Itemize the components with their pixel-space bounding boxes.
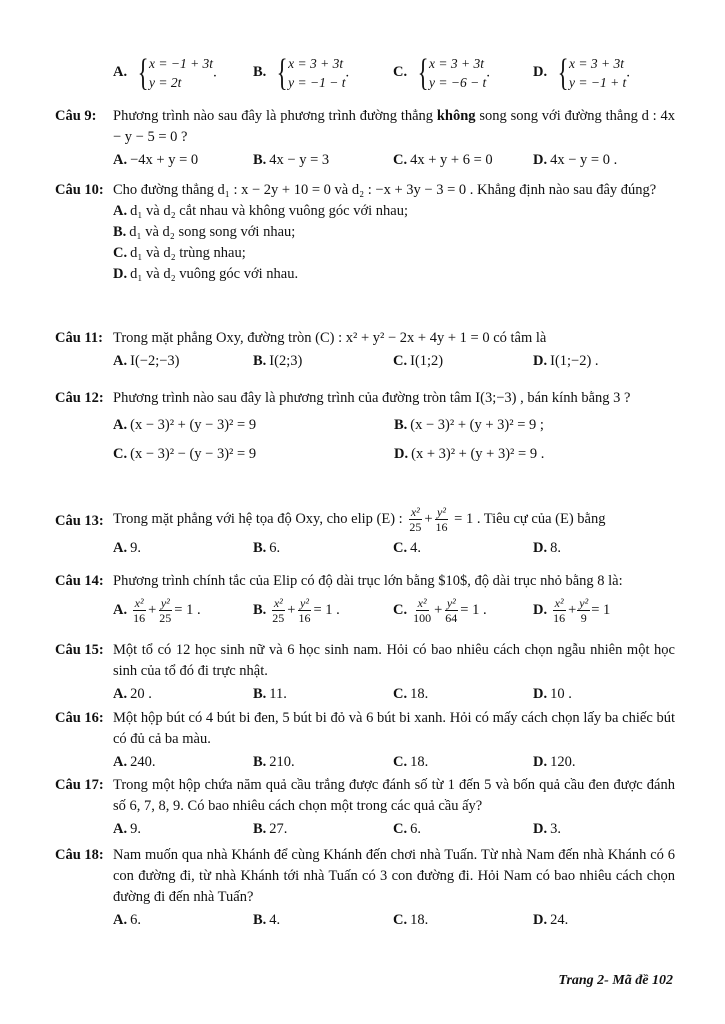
question-text: Một tổ có 12 học sinh nữ và 6 học sinh nam. Hỏi có bao nhiêu cách chọn ngẫu nhiên một học sinh của tổ đó đi trực nhật. xyxy=(113,642,675,680)
question-text: Trong mặt phẳng Oxy, đường tròn (C) : x² + y² − 2x + 4y + 1 = 0 có tâm là xyxy=(113,330,547,346)
option-c: C. { x = 3 + 3t y = −6 − t . xyxy=(393,52,490,94)
question-11 xyxy=(55,328,675,372)
question-text: Nam muốn qua nhà Khánh để cùng Khánh đến chơi nhà Tuấn. Từ nhà Nam đến nhà Khánh có 6 con đường đi, từ nhà Khánh tới nhà Tuấn có 3 con đường đi. Hỏi Nam có bao nhiêu cách chọn đường đi đến nhà Tuấn? xyxy=(113,847,675,906)
option-c: C. (x − 3)² − (y − 3)² = 9 xyxy=(113,446,257,463)
question-label: Câu 16: xyxy=(55,710,104,726)
question-label: Câu 13: xyxy=(55,513,104,529)
option-a: A. d₁ và d₂ cắt nhau và không vuông góc với nhau; xyxy=(113,203,409,220)
option-b: B. 4. xyxy=(253,912,281,929)
question-15 xyxy=(55,640,675,705)
option-d: D. (x + 3)² + (y + 3)² = 9 . xyxy=(394,446,545,463)
question-18 xyxy=(55,845,675,931)
question-12 xyxy=(55,388,675,465)
question-text: Cho đường thẳng d₁ : x − 2y + 10 = 0 và d₂ : −x + 3y − 3 = 0 . Khẳng định nào sau đây đúng? xyxy=(113,182,657,198)
question-label: Câu 12: xyxy=(55,390,104,406)
question-9 xyxy=(55,106,675,171)
question-17 xyxy=(55,775,675,840)
question-label: Câu 14: xyxy=(55,573,104,589)
option-c: C. 6. xyxy=(393,821,421,838)
option-b: B. d₁ và d₂ song song với nhau; xyxy=(113,224,296,241)
question-16 xyxy=(55,708,675,773)
question-label: Câu 17: xyxy=(55,777,104,793)
question-label: Câu 15: xyxy=(55,642,104,658)
option-b: B. 6. xyxy=(253,540,281,556)
option-a: A. I(−2;−3) xyxy=(113,353,180,370)
question-14 xyxy=(55,571,675,625)
option-b: B. 4x − y = 3 xyxy=(253,152,330,169)
option-b: B. I(2;3) xyxy=(253,353,303,370)
option-d: D. 120. xyxy=(533,754,576,771)
option-a: A. (x − 3)² + (y − 3)² = 9 xyxy=(113,417,257,434)
option-b: B. $\frac{\text{x²}}{25}$ + $\frac{\text{y²}}{16}$ = 1 . xyxy=(253,596,340,626)
option-c: C. 18. xyxy=(393,912,429,929)
option-d: D. I(1;−2) . xyxy=(533,353,599,370)
option-c: C. 4x + y + 6 = 0 xyxy=(393,152,493,169)
option-a: A. 6. xyxy=(113,912,141,929)
option-c: C. I(1;2) xyxy=(393,353,444,370)
question-text: Trong mặt phẳng với hệ tọa độ Oxy, cho elip (E) : $\frac{\text{x²}}{25}$ + $\frac{\text{y²}}{16}$ = 1 . Tiêu cự của (E) bằng xyxy=(113,505,606,534)
option-d: D. 10 . xyxy=(533,686,572,703)
option-c: C. 4. xyxy=(393,540,421,556)
option-a: A. 9. xyxy=(113,540,141,556)
option-d: D. 4x − y = 0 . xyxy=(533,152,618,169)
option-a: A. 20 . xyxy=(113,686,152,703)
option-a: A. { x = −1 + 3t y = 2t . xyxy=(113,52,217,94)
option-b: B. { x = 3 + 3t y = −1 − t . xyxy=(253,52,350,94)
question-text: Phương trình nào sau đây là phương trình đường thẳng không song song với đường thẳng d : 4x − y − 5 = 0 ? xyxy=(113,108,676,146)
page-footer: Trang 2- Mã đề 102 xyxy=(558,973,673,988)
option-a: A. 9. xyxy=(113,821,141,838)
option-d: D. d₁ và d₂ vuông góc với nhau. xyxy=(113,266,299,283)
option-c: C. 18. xyxy=(393,686,429,703)
option-b: B. (x − 3)² + (y + 3)² = 9 ; xyxy=(394,417,544,434)
option-d: D. 8. xyxy=(533,540,561,556)
question-text: Trong một hộp chứa năm quả cầu trắng được đánh số từ 1 đến 5 và bốn quả cầu đen được đánh số 6, 7, 8, 9. Có bao nhiêu cách chọn một trong các quả cầu ấy? xyxy=(113,777,675,815)
option-a: A. −4x + y = 0 xyxy=(113,152,199,169)
question-text: Một hộp bút có 4 bút bi đen, 5 bút bi đỏ và 6 bút bi xanh. Hỏi có mấy cách chọn lấy ba chiếc bút có đủ cả ba màu. xyxy=(113,710,675,748)
option-d: D. 24. xyxy=(533,912,569,929)
question-label: Câu 11: xyxy=(55,330,103,346)
option-d: D. 3. xyxy=(533,821,561,838)
option-a: A. 240. xyxy=(113,754,156,771)
option-c: C. $\frac{\text{x²}}{100}$ + $\frac{\text{y²}}{64}$ = 1 . xyxy=(393,596,487,626)
question-10 xyxy=(55,180,675,285)
option-c: C. 18. xyxy=(393,754,429,771)
option-b: B. 210. xyxy=(253,754,295,771)
question-label: Câu 9: xyxy=(55,108,97,124)
option-b: B. 27. xyxy=(253,821,288,838)
question-8-options xyxy=(55,52,675,92)
option-d: D. $\frac{\text{x²}}{16}$ + $\frac{\text{y²}}{9}$ = 1 xyxy=(533,596,611,626)
question-text: Phương trình chính tắc của Elip có độ dài trục lớn bằng $10$, độ dài trục nhỏ bằng 8 là: xyxy=(113,573,623,589)
question-13 xyxy=(55,505,675,559)
option-b: B. 11. xyxy=(253,686,287,703)
question-label: Câu 18: xyxy=(55,847,104,863)
option-a: A. $\frac{\text{x²}}{16}$ + $\frac{\text{y²}}{25}$ = 1 . xyxy=(113,596,201,626)
question-text: Phương trình nào sau đây là phương trình của đường tròn tâm I(3;−3) , bán kính bằng 3 ? xyxy=(113,390,631,406)
option-c: C. d₁ và d₂ trùng nhau; xyxy=(113,245,246,262)
option-d: D. { x = 3 + 3t y = −1 + t . xyxy=(533,52,630,94)
question-label: Câu 10: xyxy=(55,182,104,198)
